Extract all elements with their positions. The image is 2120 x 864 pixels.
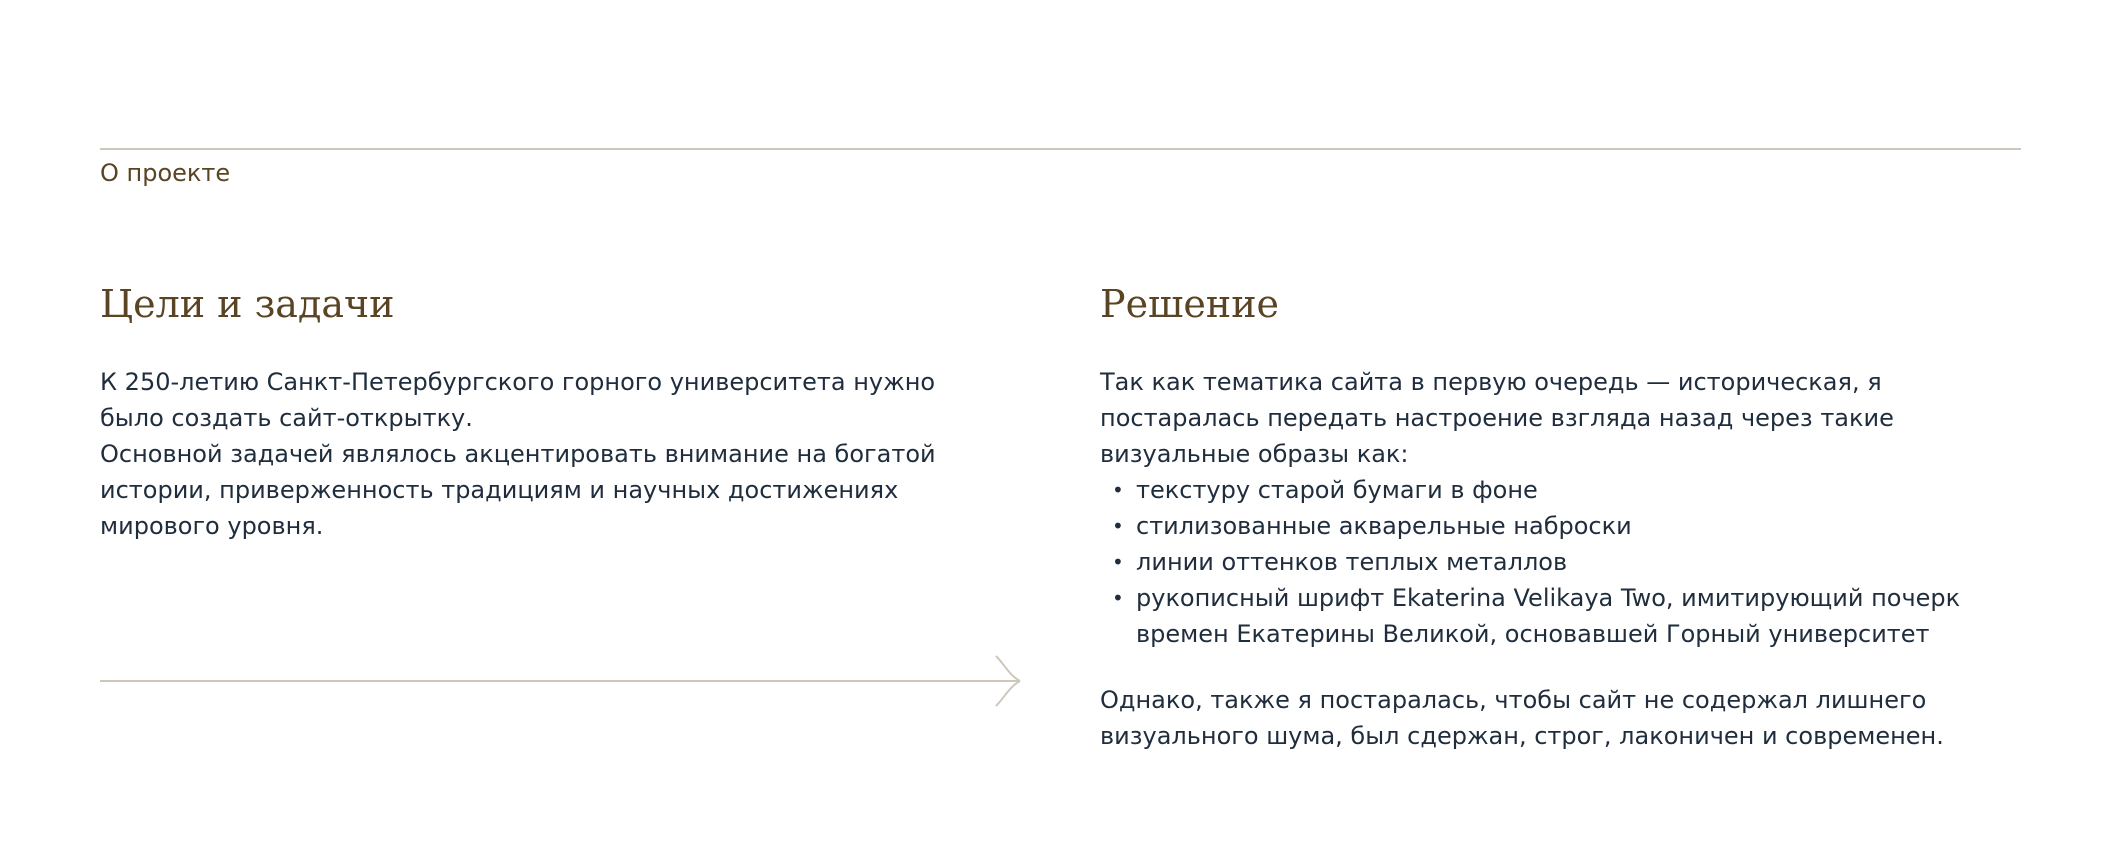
list-item: • стилизованные акварельные наброски [1136, 508, 2022, 544]
solution-closing: Однако, также я постаралась, чтобы сайт не содержал лишнего визуального шума, был сдержан, строг, лаконичен и современен. [1100, 686, 1944, 750]
list-item: • линии оттенков теплых металлов [1136, 544, 2022, 580]
goals-body [100, 364, 1000, 544]
goals-paragraph: Основной задачей являлось акцентировать внимание на богатой истории, приверженность традициям и научных достижениях мирового уровня. [100, 440, 936, 540]
goals-column [100, 276, 1000, 544]
spacer [1100, 652, 2022, 682]
solution-body [1100, 364, 2022, 754]
list-item: • рукописный шрифт Ekaterina Velikaya Two, имитирующий почерк времен Екатерины Великой, основавшей Горный университет [1136, 580, 2022, 652]
section-label: О проекте [100, 159, 231, 187]
goals-title: Цели и задачи [100, 282, 395, 326]
solution-bullet-list [1100, 472, 2022, 652]
arrow-divider-icon [100, 654, 1022, 708]
list-item: • текстуру старой бумаги в фоне [1136, 472, 2022, 508]
solution-column [1100, 276, 2022, 754]
goals-paragraph: К 250-летию Санкт-Петербургского горного университета нужно было создать сайт-открытку. [100, 368, 936, 432]
solution-intro: Так как тематика сайта в первую очередь — историческая, я постаралась передать настроение взгляда назад через такие визуальные образы как: [1100, 368, 1894, 468]
solution-title: Решение [1100, 282, 1280, 326]
section-top-divider [100, 148, 2021, 150]
